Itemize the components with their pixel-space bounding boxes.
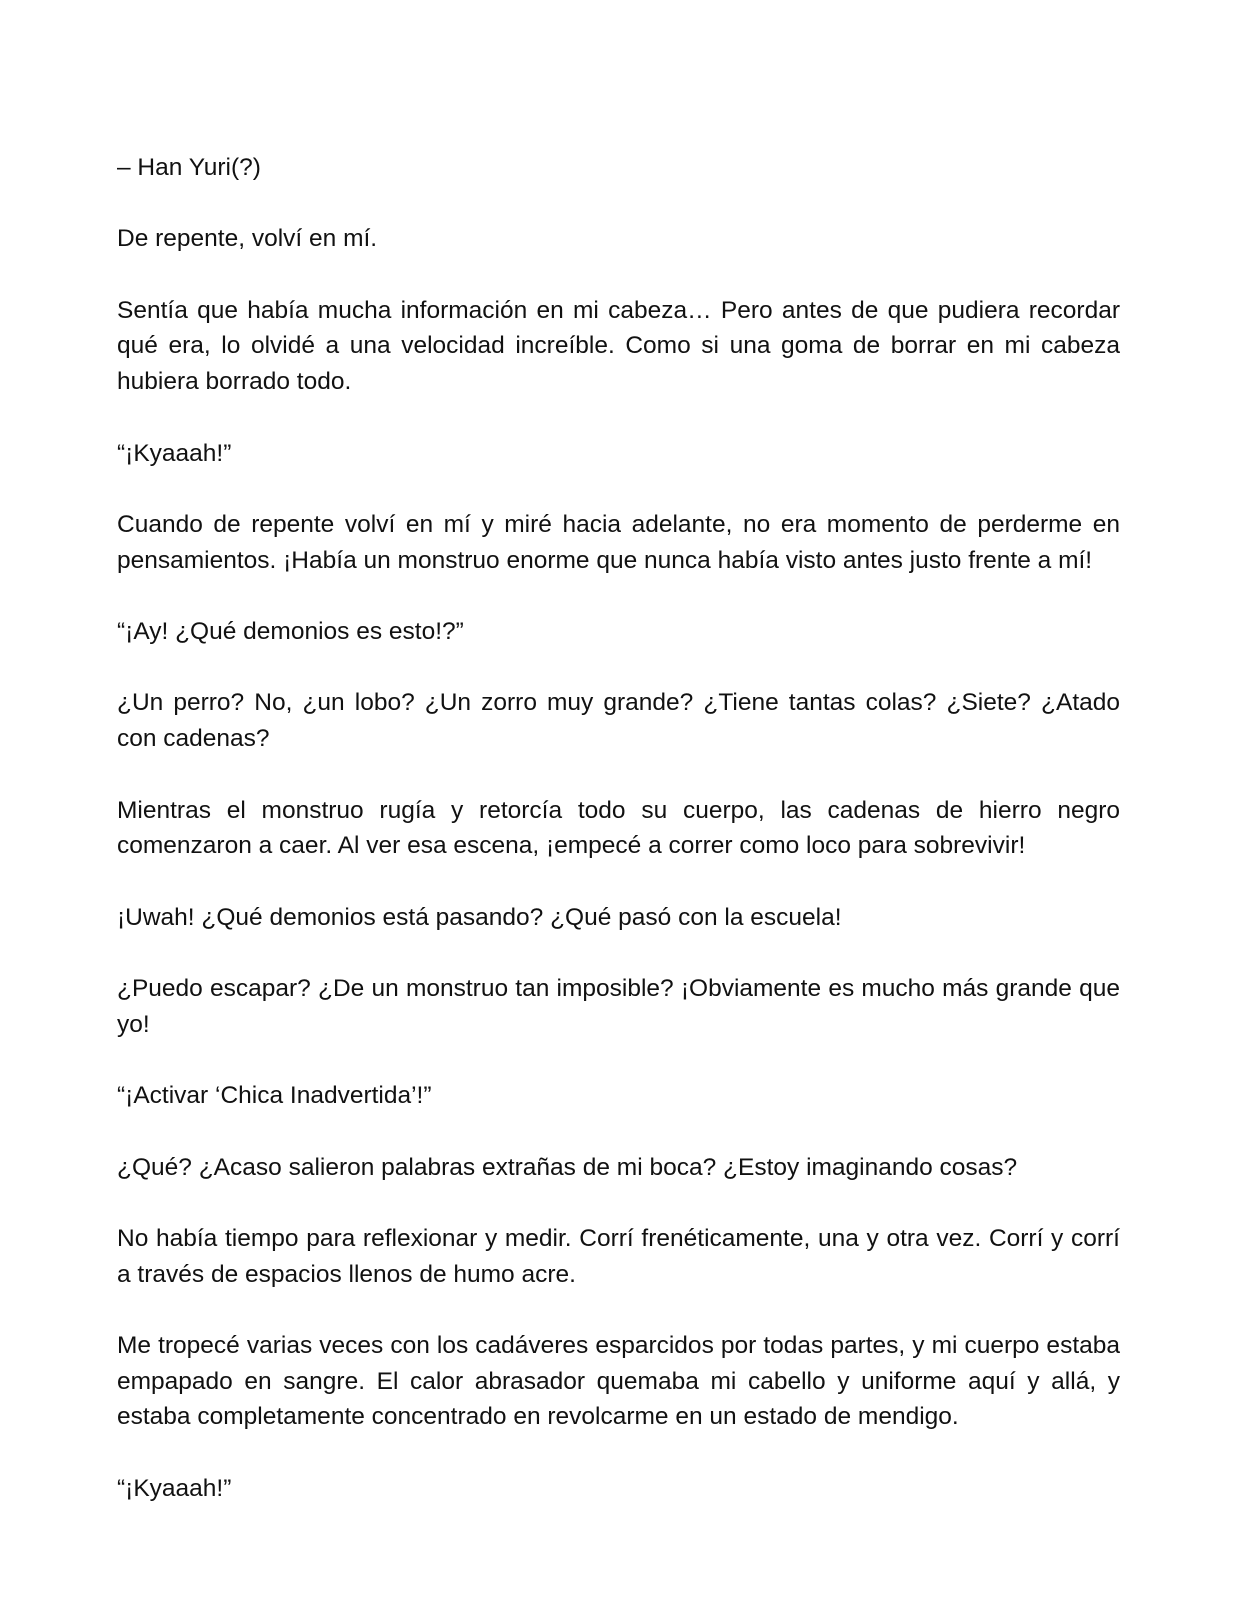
paragraph: Mientras el monstruo rugía y retorcía todo su cuerpo, las cadenas de hierro negro comenzaron a caer. Al ver esa escena, ¡empecé a correr como loco para sobrevivir! bbox=[117, 796, 1120, 860]
paragraph: ¿Un perro? No, ¿un lobo? ¿Un zorro muy grande? ¿Tiene tantas colas? ¿Siete? ¿Atado con cadenas? bbox=[117, 689, 1120, 753]
paragraph: ¡Uwah! ¿Qué demonios está pasando? ¿Qué pasó con la escuela! bbox=[117, 903, 842, 931]
dialogue-line: “¡Ay! ¿Qué demonios es esto!?” bbox=[117, 618, 464, 646]
chapter-heading: – Han Yuri(?) bbox=[117, 154, 261, 181]
paragraph: No había tiempo para reflexionar y medir. Corrí frenéticamente, una y otra vez. Corrí y corrí a través de espacios llenos de humo acre. bbox=[117, 1224, 1120, 1288]
paragraph: ¿Qué? ¿Acaso salieron palabras extrañas de mi boca? ¿Estoy imaginando cosas? bbox=[117, 1153, 1018, 1181]
paragraph: ¿Puedo escapar? ¿De un monstruo tan imposible? ¡Obviamente es mucho más grande que yo! bbox=[117, 975, 1120, 1038]
dialogue-line: “¡Kyaaah!” bbox=[117, 1474, 232, 1502]
dialogue-line: “¡Kyaaah!” bbox=[117, 439, 232, 467]
paragraph: Cuando de repente volví en mí y miré hacia adelante, no era momento de perderme en pensamientos. ¡Había un monstruo enorme que nunca había visto antes justo frente a mí! bbox=[117, 510, 1120, 574]
paragraph: Me tropecé varias veces con los cadáveres esparcidos por todas partes, y mi cuerpo estaba empapado en sangre. El calor abrasador quemaba mi cabello y uniforme aquí y allá, y estaba completamente concentrado en revolcarme en un estado de mendigo. bbox=[117, 1332, 1120, 1431]
paragraph: De repente, volví en mí. bbox=[117, 225, 378, 253]
dialogue-line: “¡Activar ‘Chica Inadvertida’!” bbox=[117, 1082, 432, 1110]
document-page bbox=[117, 150, 1120, 1542]
paragraph: Sentía que había mucha información en mi cabeza… Pero antes de que pudiera recordar qué era, lo olvidé a una velocidad increíble. Como si una goma de borrar en mi cabeza hubiera borrado todo. bbox=[117, 296, 1120, 396]
